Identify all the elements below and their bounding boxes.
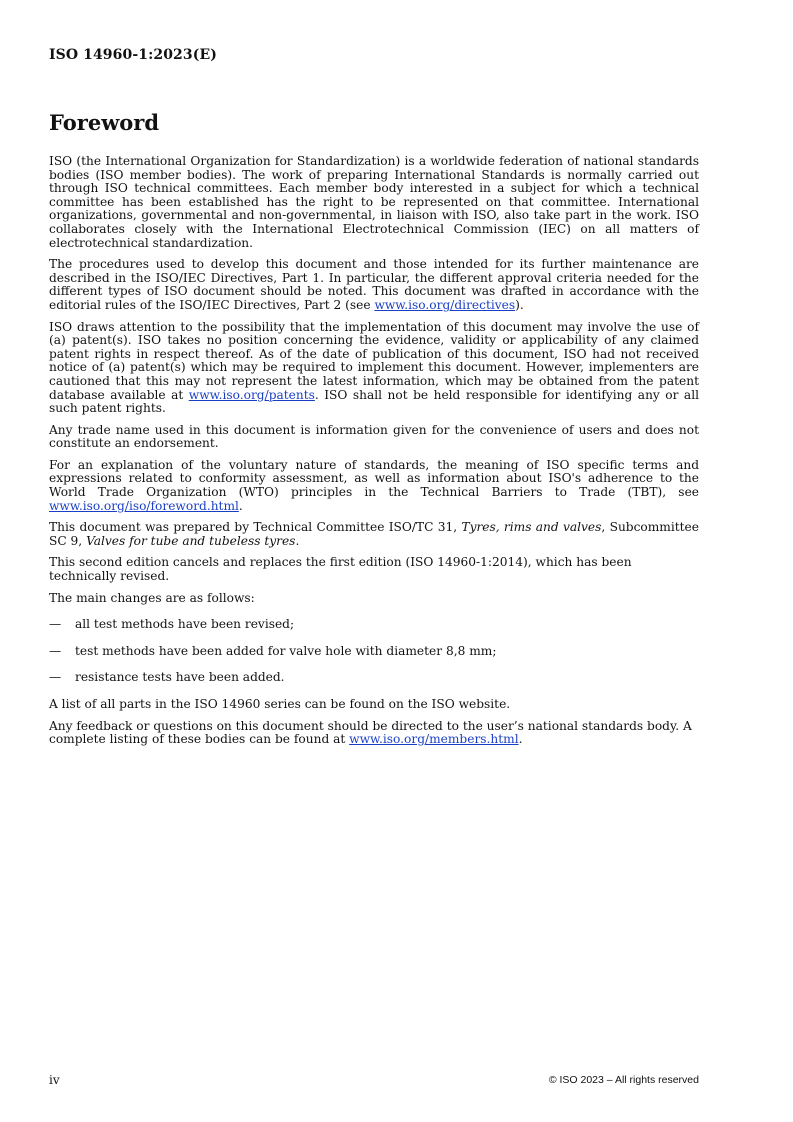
page-number: iv [49, 1073, 60, 1087]
document-identifier: ISO 14960-1:2023(E) [49, 47, 217, 63]
list-item [49, 618, 699, 632]
paragraph-series: A list of all parts in the ISO 14960 series can be found on the ISO website. [49, 697, 511, 711]
patents-link[interactable]: www.iso.org/patents [188, 387, 315, 402]
dash-bullet: — [49, 670, 62, 685]
list-item [49, 645, 699, 659]
paragraph-text: . ISO shall not be held responsible for identifying any or all such patent rights. [49, 387, 699, 416]
paragraph-feedback [49, 720, 699, 747]
paragraph-voluntary-nature [49, 459, 699, 513]
paragraph-text: For an explanation of the voluntary nature of standards, the meaning of ISO specific terms and expressions related to conformity assessment, as well as information about ISO's adherence to the World Trade Organization (WTO) principles in the Technical Barriers to Trade (TBT), see [49, 457, 699, 500]
list-item-text: test methods have been added for valve hole with diameter 8,8 mm; [75, 643, 497, 658]
members-link[interactable]: www.iso.org/members.html [349, 732, 519, 747]
paragraph-changes-intro: The main changes are as follows: [49, 590, 255, 605]
paragraph-text: . [238, 498, 243, 513]
list-item [49, 671, 699, 685]
section-title: Foreword [49, 110, 160, 135]
subcommittee-name: Valves for tube and tubeless tyres [86, 533, 296, 548]
paragraph-procedures [49, 258, 699, 312]
dash-bullet: — [49, 617, 62, 632]
paragraph-text: . [518, 732, 523, 747]
paragraph-trade-name: Any trade name used in this document is information given for the convenience of users and does not constitute an endorsement. [49, 422, 699, 451]
list-item-text: all test methods have been revised; [75, 617, 295, 632]
paragraph-text: Any feedback or questions on this document should be directed to the user’s national standards body. A complete listing of these bodies can be found at [49, 718, 692, 747]
paragraph-text: The procedures used to develop this document and those intended for its further maintenance are described in the ISO/IEC Directives, Part 1. In particular, the different approval criteria needed for the different types of ISO document should be noted. This document was drafted in accordance with the editorial rules of the ISO/IEC Directives, Part 2 (see [49, 257, 699, 312]
list-item-text: resistance tests have been added. [75, 670, 285, 685]
foreword-body [49, 155, 699, 755]
paragraph-iso-intro: ISO (the International Organization for Standardization) is a worldwide federation of national standards bodies (ISO member bodies). The work of preparing International Standards is normally carried out through ISO technical committees. Each member body interested in a subject for which a technical committee has been established has the right to be represented on that committee. International organizations, governmental and non-governmental, in liaison with ISO, also take part in the work. ISO collaborates closely with the International Electrotechnical Commission (IEC) on all matters of electrotechnical standardization. [49, 154, 699, 250]
copyright-notice: © ISO 2023 – All rights reserved [548, 1074, 699, 1086]
committee-name: Tyres, rims and valves [461, 520, 602, 535]
directives-link[interactable]: www.iso.org/directives [374, 297, 516, 312]
dash-bullet: — [49, 643, 62, 658]
paragraph-text: ). [515, 297, 524, 312]
paragraph-text: This document was prepared by Technical Committee ISO/TC 31, [49, 520, 462, 535]
foreword-link[interactable]: www.iso.org/iso/foreword.html [49, 498, 239, 513]
paragraph-text: . [295, 533, 300, 548]
paragraph-committee [49, 521, 699, 548]
paragraph-text: ISO draws attention to the possibility that the implementation of this document may involve the use of (a) patent(s). ISO takes no position concerning the evidence, validity or applicability of any claimed patent rights in respect thereof. As of the date of publication of this document, ISO had not received notice of (a) patent(s) which may be required to implement this document. However, implementers are cautioned that this may not represent the latest information, which may be obtained from the patent database available at [49, 319, 699, 402]
paragraph-edition: This second edition cancels and replaces the first edition (ISO 14960-1:2014), which has been technically revised. [49, 555, 632, 584]
paragraph-patents [49, 321, 699, 416]
paragraph-text: , Subcommittee SC 9, [49, 520, 699, 548]
